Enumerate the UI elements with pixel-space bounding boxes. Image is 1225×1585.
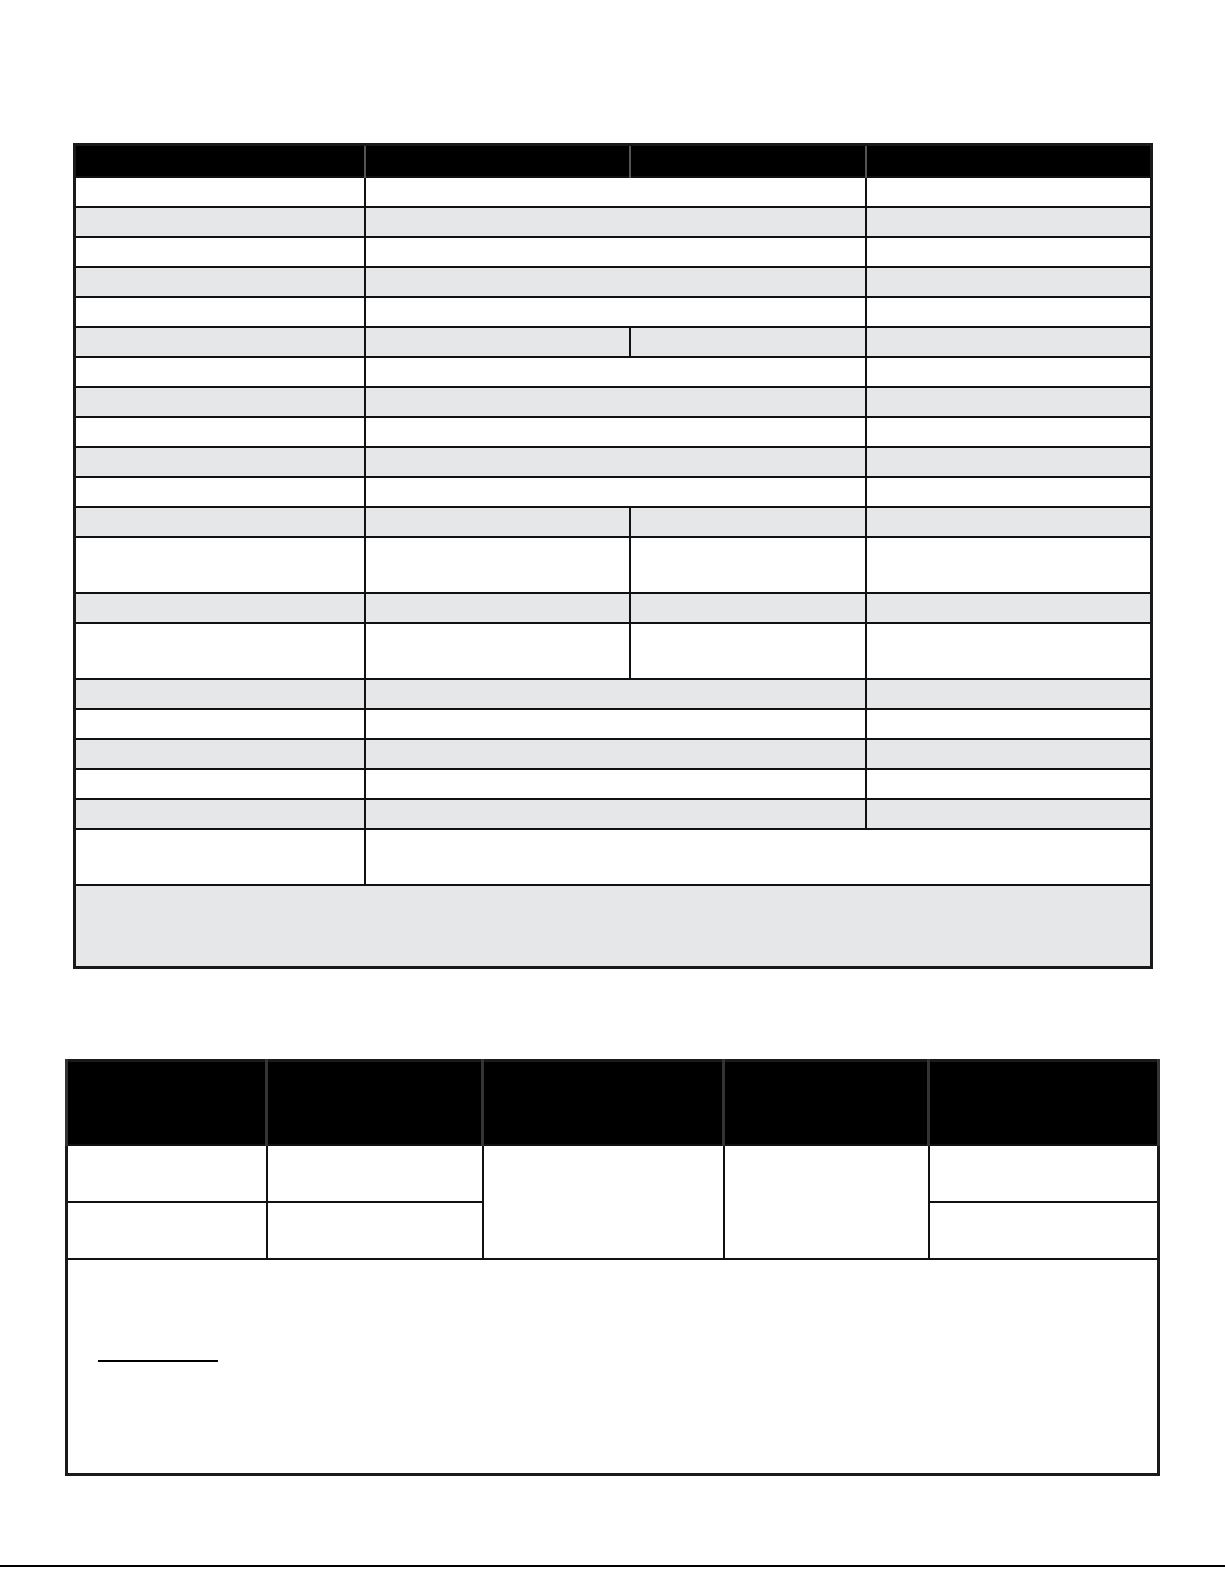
spec-label-cell [75, 297, 365, 327]
table-row [75, 537, 1152, 593]
spec-unit-cell [866, 237, 1152, 267]
result-cell [267, 1202, 483, 1259]
table-row [75, 417, 1152, 447]
spec-label-cell [75, 769, 365, 799]
spec-value-cell [630, 537, 866, 593]
table-row [75, 739, 1152, 769]
spec-value-cell [365, 207, 866, 237]
spec-unit-cell [866, 477, 1152, 507]
table-row [75, 267, 1152, 297]
spec-unit-cell [866, 267, 1152, 297]
spec-label-cell [75, 237, 365, 267]
spec-label-cell [75, 177, 365, 207]
spec-label-cell [75, 327, 365, 357]
spec-label-cell [75, 739, 365, 769]
spec-unit-cell [866, 297, 1152, 327]
spec-unit-cell [866, 177, 1152, 207]
spec-label-cell [75, 387, 365, 417]
spec-value-cell [365, 799, 866, 829]
result-cell [267, 1145, 483, 1202]
spec-value-cell [365, 297, 866, 327]
result-table-header [67, 1061, 1159, 1146]
spec-label-cell [75, 417, 365, 447]
spec-value-cell [365, 417, 866, 447]
result-table [65, 1059, 1160, 1476]
spec-value-cell [365, 679, 866, 709]
spec-label-cell [75, 679, 365, 709]
spec-value-cell [365, 739, 866, 769]
spec-value-cell [365, 709, 866, 739]
table-row [75, 679, 1152, 709]
spec-unit-cell [866, 799, 1152, 829]
spec-unit-cell [866, 387, 1152, 417]
table-row [75, 357, 1152, 387]
table-row [75, 387, 1152, 417]
table-row [75, 709, 1152, 739]
result-header-cell [483, 1061, 724, 1146]
table-row [75, 447, 1152, 477]
spec-notes-cell [75, 885, 1152, 968]
spec-label-cell [75, 709, 365, 739]
result-merged-cell [724, 1145, 929, 1259]
spec-value-cell [365, 537, 630, 593]
spec-value-cell [365, 507, 630, 537]
table-row [75, 623, 1152, 679]
result-cell [929, 1145, 1159, 1202]
spec-unit-cell [866, 623, 1152, 679]
spec-table-header [75, 145, 1152, 178]
spec-value-cell [365, 357, 866, 387]
table-row [75, 593, 1152, 623]
spec-unit-cell [866, 537, 1152, 593]
result-header-cell [267, 1061, 483, 1146]
spec-label-cell [75, 799, 365, 829]
spec-unit-cell [866, 709, 1152, 739]
spec-header-cell [365, 145, 630, 178]
result-header-cell [724, 1061, 929, 1146]
spec-notes-row [75, 885, 1152, 968]
table-row [75, 799, 1152, 829]
spec-unit-cell [866, 507, 1152, 537]
result-merged-cell [483, 1145, 724, 1259]
spec-unit-cell [866, 447, 1152, 477]
spec-table [73, 143, 1153, 969]
spec-value-cell [630, 593, 866, 623]
spec-label-cell [75, 829, 365, 885]
spec-value-cell [365, 327, 630, 357]
table-row [75, 507, 1152, 537]
spec-label-cell [75, 507, 365, 537]
table-row [75, 829, 1152, 885]
table-row [75, 207, 1152, 237]
spec-value-cell [365, 237, 866, 267]
spec-unit-cell [866, 327, 1152, 357]
table-row [75, 477, 1152, 507]
page-bottom-rule [0, 1565, 1225, 1567]
spec-unit-cell [866, 769, 1152, 799]
spec-value-cell [630, 623, 866, 679]
spec-value-cell [365, 447, 866, 477]
spec-value-cell [365, 769, 866, 799]
spec-label-cell [75, 207, 365, 237]
spec-label-cell [75, 537, 365, 593]
spec-label-cell [75, 623, 365, 679]
table-row [75, 769, 1152, 799]
spec-unit-cell [866, 739, 1152, 769]
spec-header-cell [75, 145, 365, 178]
spec-value-cell [365, 477, 866, 507]
result-cell [929, 1202, 1159, 1259]
spec-label-cell [75, 477, 365, 507]
table-row [75, 237, 1152, 267]
result-footer-row [67, 1259, 1159, 1475]
result-cell [67, 1202, 267, 1259]
spec-value-cell [365, 829, 1152, 885]
table-row [75, 297, 1152, 327]
spec-header-cell [866, 145, 1152, 178]
result-cell [67, 1145, 267, 1202]
signature-line [98, 1360, 218, 1362]
table-row [75, 177, 1152, 207]
spec-value-cell [630, 507, 866, 537]
spec-unit-cell [866, 357, 1152, 387]
spec-value-cell [365, 177, 866, 207]
result-footer-cell [67, 1259, 1159, 1475]
spec-value-cell [365, 267, 866, 297]
spec-label-cell [75, 593, 365, 623]
table-row [75, 327, 1152, 357]
spec-value-cell [365, 593, 630, 623]
table-row [67, 1145, 1159, 1202]
spec-value-cell [630, 327, 866, 357]
spec-label-cell [75, 447, 365, 477]
result-header-cell [67, 1061, 267, 1146]
spec-label-cell [75, 357, 365, 387]
spec-header-cell [630, 145, 866, 178]
spec-unit-cell [866, 417, 1152, 447]
spec-unit-cell [866, 593, 1152, 623]
spec-value-cell [365, 623, 630, 679]
spec-value-cell [365, 387, 866, 417]
spec-unit-cell [866, 207, 1152, 237]
result-header-cell [929, 1061, 1159, 1146]
spec-unit-cell [866, 679, 1152, 709]
spec-label-cell [75, 267, 365, 297]
